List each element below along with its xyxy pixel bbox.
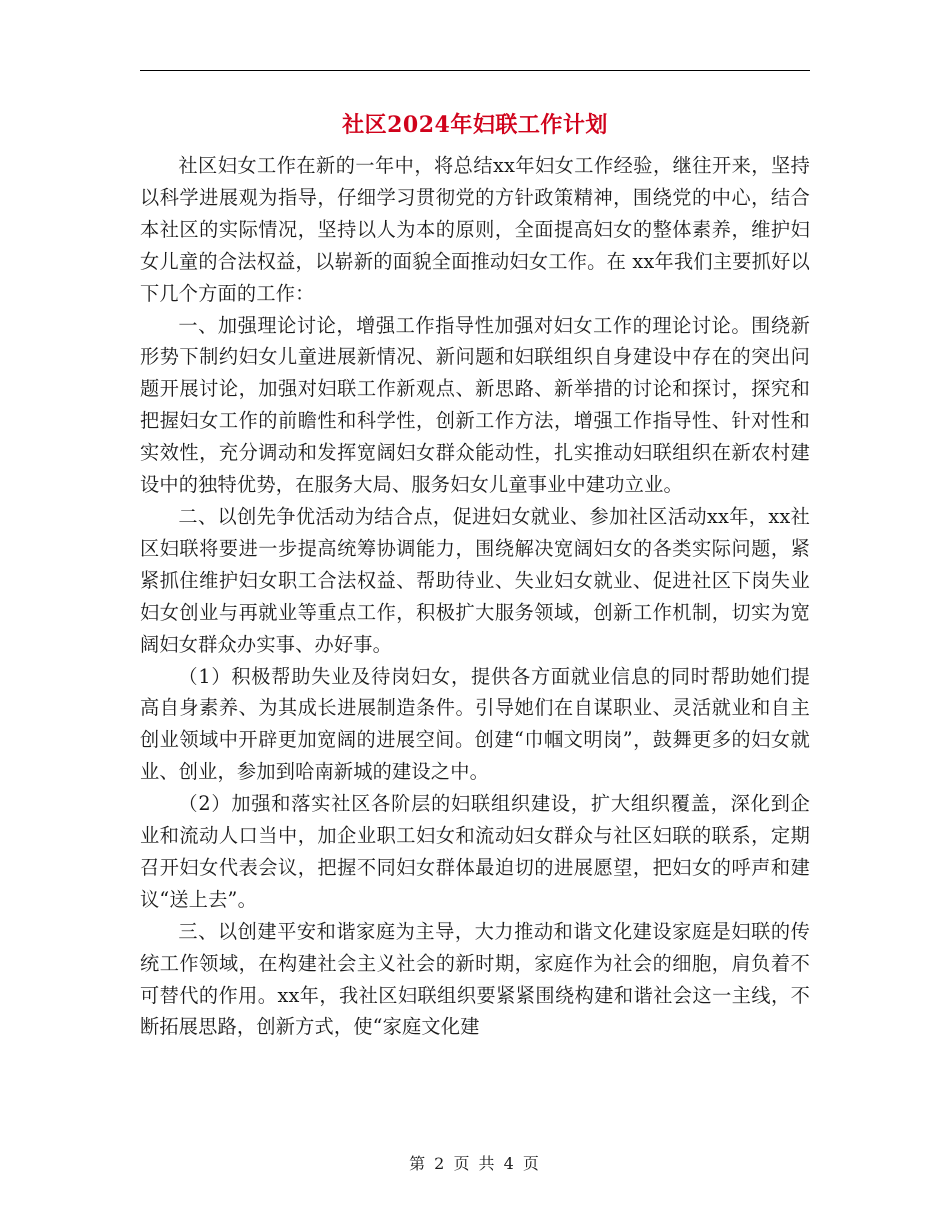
paragraph-item-1: （1）积极帮助失业及待岗妇女，提供各方面就业信息的同时帮助她们提高自身素养、为其成长进展制造条件。引导她们在自谋职业、灵活就业和自主创业领域中开辟更加宽阔的进展空间。创建“巾帼文明岗”，鼓舞更多的妇女就业、创业，参加到哈南新城的建设之中。 bbox=[140, 664, 810, 784]
paragraph-item-2: （2）加强和落实社区各阶层的妇联组织建设，扩大组织覆盖，深化到企业和流动人口当中，加企业职工妇女和流动妇女群众与社区妇联的联系，定期召开妇女代表会议，把握不同妇女群体最迫切的进展愿望，把妇女的呼声和建议“送上去”。 bbox=[140, 792, 810, 911]
paragraph-section-2: 二、以创先争优活动为结合点，促进妇女就业、参加社区活动xx年，xx社区妇联将要进一步提高统筹协调能力，围绕解决宽阔妇女的各类实际问题，紧紧抓住维护妇女职工合法权益、帮助待业、失业妇女就业、促进社区下岗失业妇女创业与再就业等重点工作，积极扩大服务领域，创新工作机制，切实为宽阔妇女群众办实事、办好事。 bbox=[140, 504, 810, 656]
header-rule bbox=[140, 70, 810, 71]
page-number: 第 2 页 共 4 页 bbox=[409, 1154, 541, 1173]
paragraph-section-3: 三、以创建平安和谐家庭为主导，大力推动和谐文化建设家庭是妇联的传统工作领域，在构建社会主义社会的新时期，家庭作为社会的细胞，肩负着不可替代的作用。xx年，我社区妇联组织要紧紧围绕构建和谐社会这一主线，不断拓展思路，创新方式，使“家庭文化建 bbox=[140, 919, 810, 1039]
paragraph-intro: 社区妇女工作在新的一年中，将总结xx年妇女工作经验，继往开来，坚持以科学进展观为指导，仔细学习贯彻党的方针政策精神，围绕党的中心，结合本社区的实际情况，坚持以人为本的原则，全面提高妇女的整体素养，维护妇女儿童的合法权益，以崭新的面貌全面推动妇女工作。在 xx年我们主要抓好以下几个方面的工作： bbox=[140, 154, 810, 305]
document-title: 社区2024年妇联工作计划 bbox=[342, 112, 608, 138]
paragraph-section-1: 一、加强理论讨论，增强工作指导性加强对妇女工作的理论讨论。围绕新形势下制约妇女儿童进展新情况、新问题和妇联组织自身建设中存在的突出问题开展讨论，加强对妇联工作新观点、新思路、新举措的讨论和探讨，探究和把握妇女工作的前瞻性和科学性，创新工作方法，增强工作指导性、针对性和实效性，充分调动和发挥宽阔妇女群众能动性，扎实推动妇联组织在新农村建设中的独特优势，在服务大局、服务妇女儿童事业中建功立业。 bbox=[140, 313, 810, 497]
document-body bbox=[140, 150, 810, 1043]
